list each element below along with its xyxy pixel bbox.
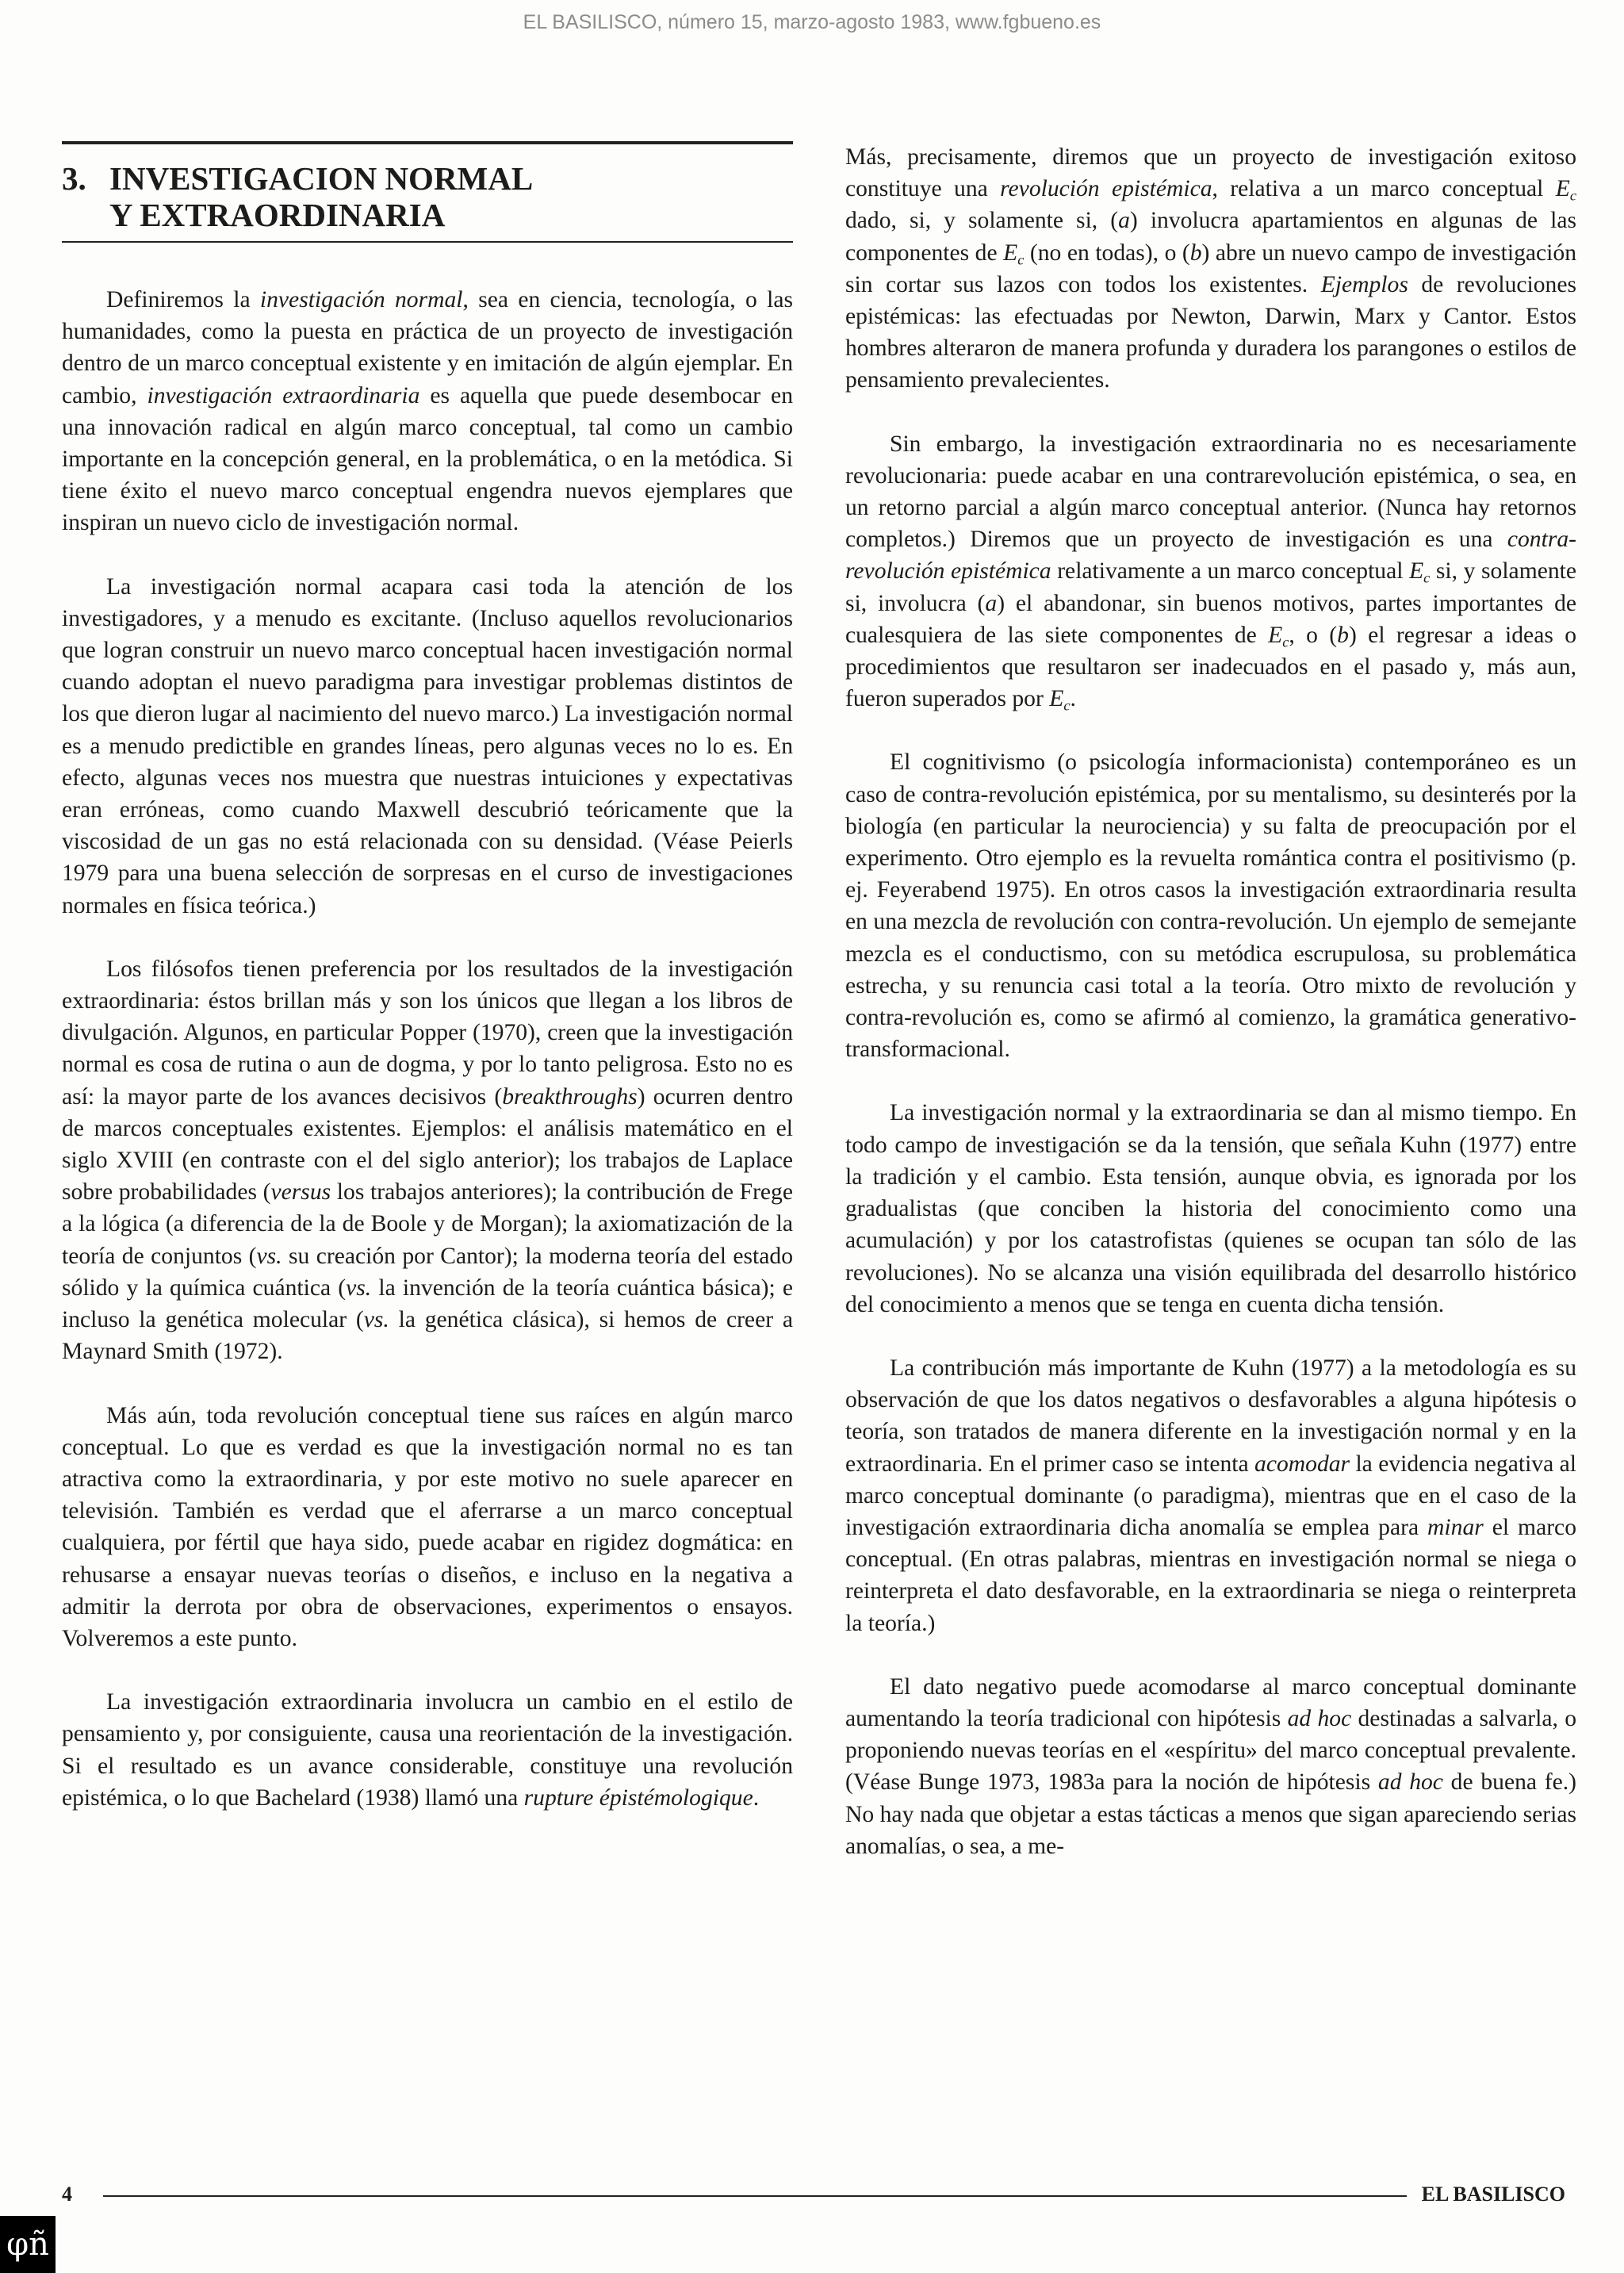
paragraph: La investigación extraordinaria involucra un cambio en el estilo de pensamiento y, por consiguiente, causa una reorientación de la investigación. Si el resultado es un avance considerable, constituye una revolución epistémica, o lo que Bachelard (1938) llamó una rupture épistémologique. — [62, 1689, 793, 1811]
paragraph: El cognitivismo (o psicología informacionista) contemporáneo es un caso de contra-revolución epistémica, por su mentalismo, su desinterés por la biología (en particular la neurociencia) y su falta de preocupación por el experimento. Otro ejemplo es la revuelta romántica contra el positivismo (p. ej. Feyerabend 1975). En otros casos la investigación extraordinaria resulta en una mezcla de revolución con contra-revolución. Un ejemplo de semejante mezcla es el conductismo, con su metódica escrupulosa, su problemática estrecha, y su renuncia casi total a la teoría. Otro mixto de revolución y contra-revolución es, como se afirmó al comienzo, la gramática generativo-transformacional. — [845, 749, 1576, 1063]
left-body — [62, 284, 793, 1814]
paragraph: Los filósofos tienen preferencia por los resultados de la investigación extraordinaria: éstos brillan más y son los únicos que llegan a los libros de divulgación. Algunos, en particular Popper (1970), creen que la investigación normal es cosa de rutina o aun de dogma, y por lo tanto peligrosa. Esto no es así: la mayor parte de los avances decisivos (breakthroughs) ocurren dentro de marcos conceptuales existentes. Ejemplos: el análisis matemático en el siglo XVIII (en contraste con el del siglo anterior); los trabajos de Laplace sobre probabilidades (versus los trabajos anteriores); la contribución de Frege a la lógica (a diferencia de la de Boole y de Morgan); la axiomatización de la teoría de conjuntos (vs. su creación por Cantor); la moderna teoría del estado sólido y la química cuántica (vs. la invención de la teoría cuántica básica); e incluso la genética molecular (vs. la genética clásica), si hemos de creer a Maynard Smith (1972). — [62, 956, 793, 1365]
paragraph: Definiremos la investigación normal, sea en ciencia, tecnología, o las humanidades, como la puesta en práctica de un proyecto de investigación dentro de un marco conceptual existente y en imitación de algún ejemplar. En cambio, investigación extraordinaria es aquella que puede desembocar en una innovación radical en algún marco conceptual, tal como un cambio importante en la concepción general, en la problemática, o en la metódica. Si tiene éxito el nuevo marco conceptual engendra nuevos ejemplares que inspiran un nuevo ciclo de investigación normal. — [62, 287, 793, 536]
paragraph: La investigación normal acapara casi toda la atención de los investigadores, y a menudo es excitante. (Incluso aquellos revolucionarios que logran construir un nuevo marco conceptual hacen investigación normal cuando adoptan el nuevo paradigma para investigar problemas distintos de los que dieron lugar al nacimiento del nuevo marco.) La investigación normal es a menudo predictible en grandes líneas, pero algunas veces no lo es. En efecto, algunas veces nos muestra que nuestras intuiciones y expectativas eran erróneas, como cuando Maxwell descubrió teóricamente que la viscosidad de un gas no está relacionada con su densidad. (Véase Peierls 1979 para una buena selección de sorpresas en el curso de investigaciones normales en física teórica.) — [62, 573, 793, 918]
heading-rule-top — [62, 141, 793, 144]
journal-name: EL BASILISCO — [1421, 2183, 1565, 2206]
paragraph: Más aún, toda revolución conceptual tiene sus raíces en algún marco conceptual. Lo que es verdad es que la investigación normal no es tan atractiva como la extraordinaria, y por este motivo no suele aparecer en televisión. También es verdad que el aferrarse a un marco conceptual cualquiera, por fértil que haya sido, puede acabar en rigidez dogmática: en rehusarse a ensayar nuevas teorías o diseños, e incluso en la negativa a admitir la derrota por obra de observaciones, experimentos o ensayos. Volveremos a este punto. — [62, 1402, 793, 1651]
footer-rule — [103, 2195, 1407, 2197]
publisher-logo — [0, 2216, 56, 2273]
logo-glyph: φñ — [6, 2226, 49, 2263]
page-number: 4 — [62, 2183, 72, 2206]
paragraph: Más, precisamente, diremos que un proyecto de investigación exitoso constituye una revolución epistémica, relativa a un marco conceptual $E_c$ dado, si, y solamente si, (a) involucra apartamientos en algunas de las componentes de $E_c$ (no en todas), o (b) abre un nuevo campo de investigación sin cortar sus lazos con todos los existentes. Ejemplos de revoluciones epistémicas: las efectuadas por Newton, Darwin, Marx y Cantor. Estos hombres alteraron de manera profunda y duradera los parangones o estilos de pensamiento prevalecientes. — [845, 144, 1576, 393]
site-header: EL BASILISCO, número 15, marzo-agosto 1983, www.fgbueno.es — [523, 11, 1101, 33]
section-heading — [62, 160, 793, 233]
heading-rule-bottom — [62, 241, 793, 243]
page-footer — [62, 2183, 1565, 2206]
section-title-line2: Y EXTRAORDINARIA — [109, 197, 446, 233]
paragraph: Sin embargo, la investigación extraordinaria no es necesariamente revolucionaria: puede acabar en una contrarevolución epistémica, o sea, en un retorno parcial a algún marco conceptual anterior. (Nunca hay retornos completos.) Diremos que un proyecto de investigación es una contra-revolución epistémica relativamente a un marco conceptual $E_c$ si, y solamente si, involucra (a) el abandonar, sin buenos motivos, partes importantes de cualesquiera de las siete componentes de $E_c$, o (b) el regresar a ideas o procedimientos que resultaron ser inadecuados en el pasado y, más aun, fueron superados por $E_c$. — [845, 431, 1577, 714]
paragraph: La investigación normal y la extraordinaria se dan al mismo tiempo. En todo campo de investigación se da la tensión, que señala Kuhn (1977) entre la tradición y el cambio. Esta tensión, aunque obvia, es ignorada por los gradualistas (que conciben la historia del conocimiento como una acumulación) y por los catastrofistas (quienes se ocupan tan sólo de las revoluciones). No se alcanza una visión equilibrada del desarrollo histórico del conocimiento a menos que se tenga en cuenta dicha tensión. — [845, 1100, 1576, 1317]
right-column — [845, 141, 1576, 1862]
paragraph: La contribución más importante de Kuhn (1977) a la metodología es su observación de que los datos negativos o desfavorables a alguna hipótesis o teoría, son tratados de manera diferente en la investigación normal y en la extraordinaria. En el primer caso se intenta acomodar la evidencia negativa al marco conceptual dominante (o paradigma), mientras que en el caso de la investigación extraordinaria dicha anomalía se emplea para minar el marco conceptual. (En otras palabras, mientras en investigación normal se niega o reinterpreta el dato desfavorable, en la extraordinaria se niega o reinterpreta la teoría.) — [845, 1355, 1576, 1636]
section-title-line1: INVESTIGACION NORMAL — [109, 160, 534, 197]
left-column — [62, 141, 793, 1814]
paragraph: El dato negativo puede acomodarse al marco conceptual dominante aumentando la teoría tradicional con hipótesis ad hoc destinadas a salvarla, o proponiendo nuevas teorías en el «espíritu» del marco conceptual prevalente. (Véase Bunge 1973, 1983a para la noción de hipótesis ad hoc de buena fe.) No hay nada que objetar a estas tácticas a menos que sigan apareciendo serias anomalías, o sea, a me- — [845, 1673, 1576, 1859]
section-number: 3. — [62, 160, 86, 197]
